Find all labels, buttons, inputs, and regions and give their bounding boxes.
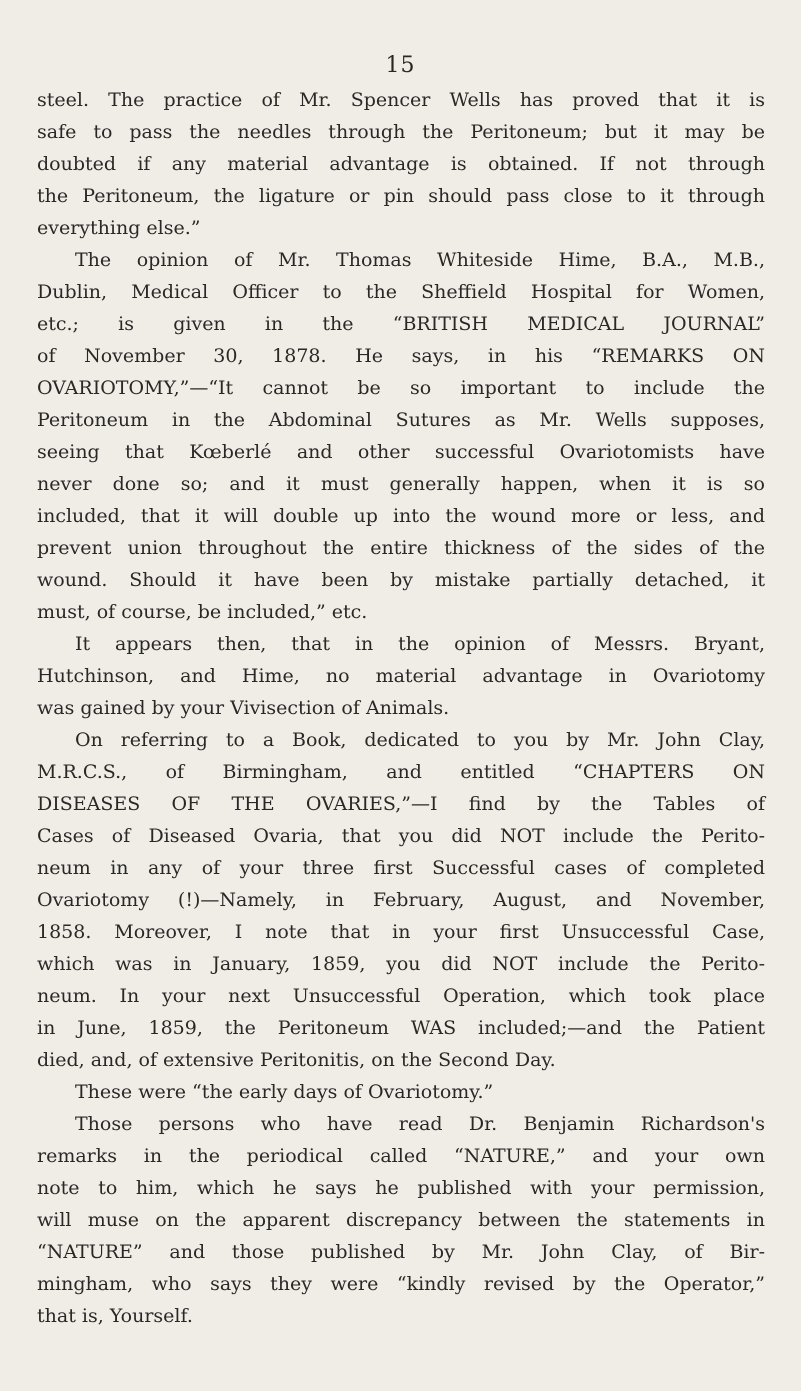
text-line: will muse on the apparent discrepancy between the statements in [37, 1209, 765, 1231]
text-line: of November 30, 1878. He says, in his “REMARKS ON [37, 345, 765, 367]
text-line: was gained by your Vivisection of Animals. [37, 697, 450, 719]
text-line: mingham, who says they were “kindly revised by the Operator,” [37, 1273, 765, 1295]
text-line: which was in January, 1859, you did NOT include the Perito- [37, 953, 765, 975]
text-line: OVARIOTOMY,”—“It cannot be so important to include the [37, 377, 765, 399]
text-line: note to him, which he says he published with your permission, [37, 1177, 765, 1199]
text-line: Dublin, Medical Officer to the Sheffield Hospital for Women, [37, 281, 765, 303]
text-line: Ovariotomy (!)—Namely, in February, August, and November, [37, 889, 765, 911]
text-line: M.R.C.S., of Birmingham, and entitled “CHAPTERS ON [37, 761, 765, 783]
text-line: steel. The practice of Mr. Spencer Wells has proved that it is [37, 89, 765, 111]
text-line: Cases of Diseased Ovaria, that you did NOT include the Perito- [37, 825, 765, 847]
text-line: neum. In your next Unsuccessful Operation, which took place [37, 985, 765, 1007]
text-line: doubted if any material advantage is obtained. If not through [37, 153, 765, 175]
text-line: included, that it will double up into the wound more or less, and [37, 505, 765, 527]
text-line: died, and, of extensive Peritonitis, on the Second Day. [37, 1049, 556, 1071]
text-line: Peritoneum in the Abdominal Sutures as Mr. Wells supposes, [37, 409, 765, 431]
text-line: 1858. Moreover, I note that in your first Unsuccessful Case, [37, 921, 765, 943]
text-line: the Peritoneum, the ligature or pin should pass close to it through [37, 185, 765, 207]
text-line: DISEASES OF THE OVARIES,”—I find by the Tables of [37, 793, 765, 815]
text-line: remarks in the periodical called “NATURE,” and your own [37, 1145, 765, 1167]
text-line: prevent union throughout the entire thickness of the sides of the [37, 537, 765, 559]
text-line: wound. Should it have been by mistake partially detached, it [37, 569, 765, 591]
text-line: that is, Yourself. [37, 1305, 193, 1327]
text-line: It appears then, that in the opinion of Messrs. Bryant, [75, 633, 765, 655]
text-line: The opinion of Mr. Thomas Whiteside Hime, B.A., M.B., [75, 249, 765, 271]
text-line: in June, 1859, the Peritoneum WAS included;—and the Patient [37, 1017, 765, 1039]
page-number: 15 [385, 53, 416, 78]
text-line: never done so; and it must generally happen, when it is so [37, 473, 765, 495]
text-line: seeing that Kœberlé and other successful Ovariotomists have [37, 441, 765, 463]
text-line: must, of course, be included,” etc. [37, 601, 368, 623]
text-line: everything else.” [37, 217, 201, 239]
text-line: safe to pass the needles through the Peritoneum; but it may be [37, 121, 765, 143]
text-line: Those persons who have read Dr. Benjamin Richardson's [75, 1113, 765, 1135]
text-line: etc.; is given in the “BRITISH MEDICAL JOURNAL” [37, 313, 765, 335]
text-line: neum in any of your three first Successful cases of completed [37, 857, 765, 879]
text-line: Hutchinson, and Hime, no material advantage in Ovariotomy [37, 665, 765, 687]
text-line: “NATURE” and those published by Mr. John Clay, of Bir- [37, 1241, 765, 1263]
text-line: These were “the early days of Ovariotomy.” [75, 1081, 494, 1103]
text-line: On referring to a Book, dedicated to you by Mr. John Clay, [75, 729, 765, 751]
